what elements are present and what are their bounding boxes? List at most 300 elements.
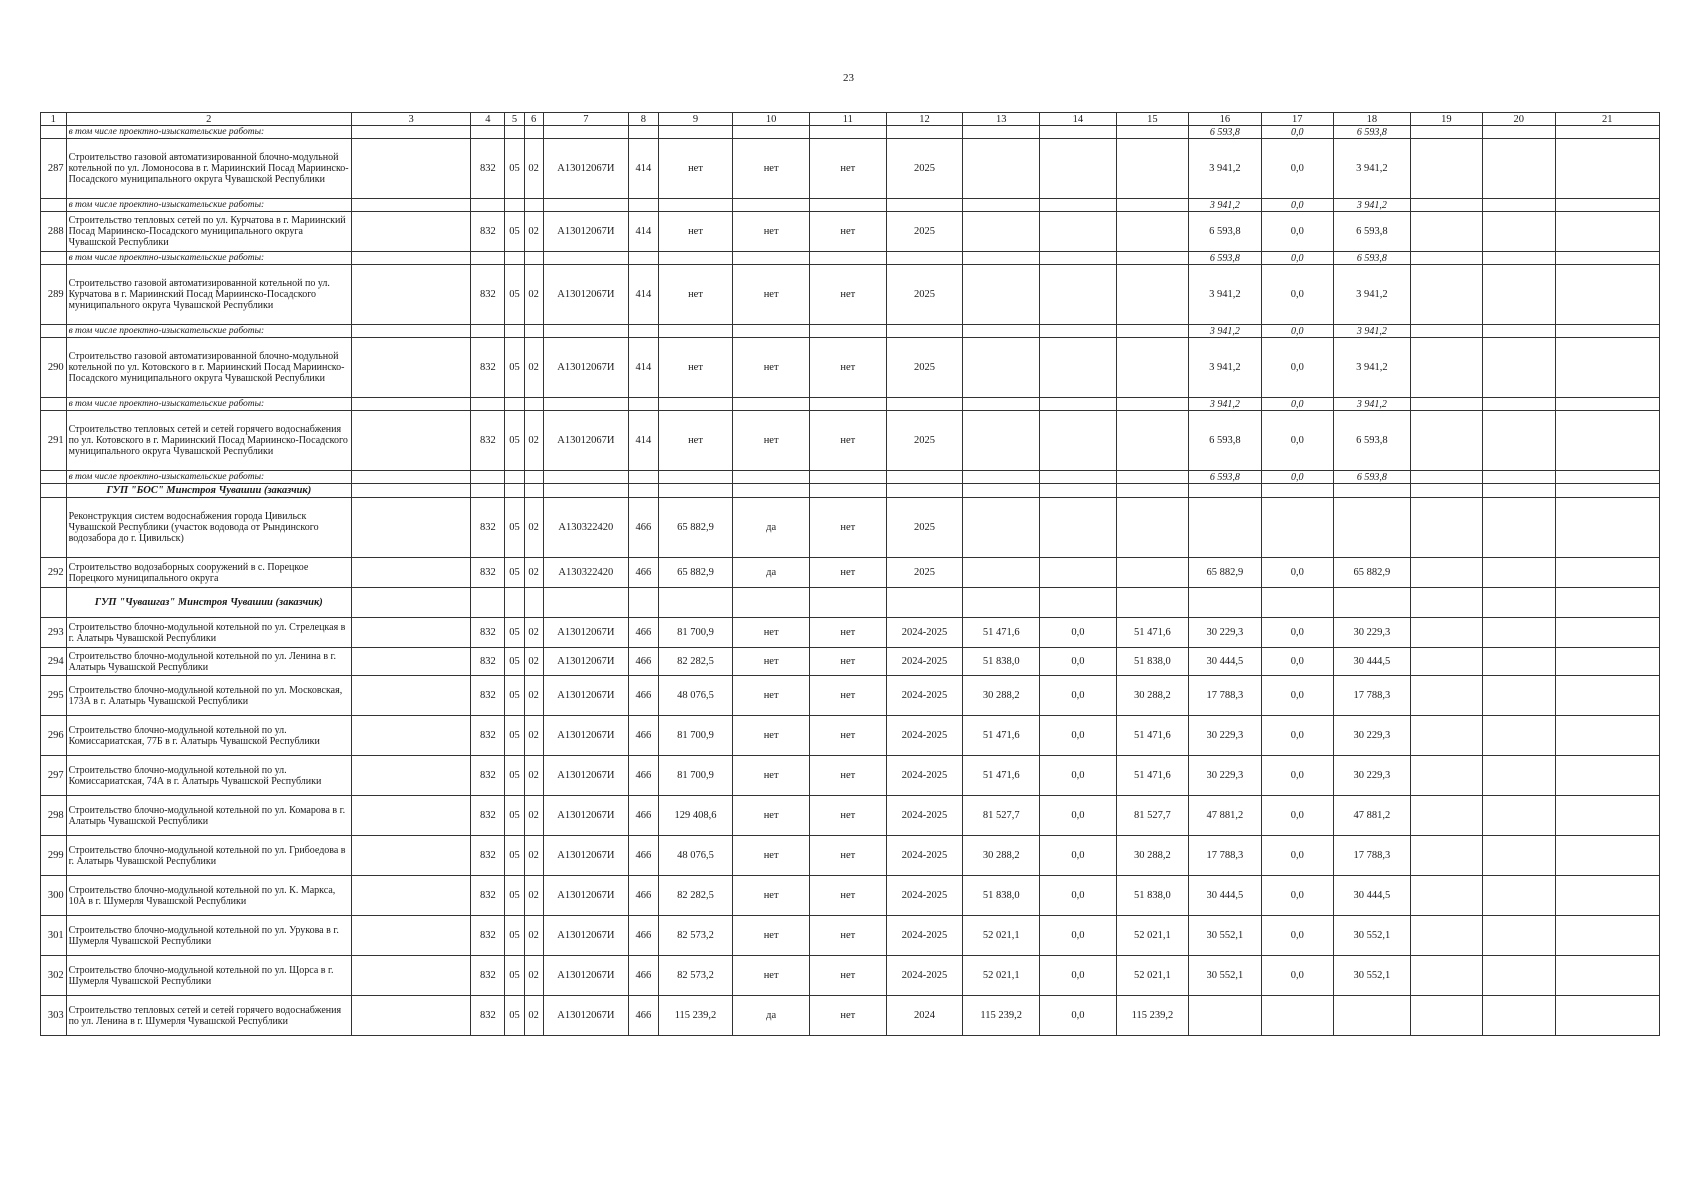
table-row (41, 756, 1660, 796)
value-cell: 05 (505, 676, 524, 716)
value-cell: 414 (628, 212, 658, 252)
value-cell: нет (658, 265, 733, 325)
value-cell: А13012067И (543, 916, 628, 956)
value-cell: нет (733, 411, 810, 471)
value-cell: 0,0 (1261, 558, 1333, 588)
value-cell: 466 (628, 618, 658, 648)
empty-cell (1333, 484, 1410, 498)
empty-cell (352, 338, 471, 398)
value-cell: 30 288,2 (1116, 676, 1188, 716)
empty-cell (1410, 199, 1482, 212)
value-cell: 02 (524, 411, 543, 471)
table-row (41, 411, 1660, 471)
empty-cell (1410, 558, 1482, 588)
value-cell: да (733, 498, 810, 558)
empty-cell (658, 398, 733, 411)
header-cell: 8 (628, 113, 658, 126)
value-cell (963, 411, 1040, 471)
empty-cell (471, 398, 505, 411)
value-cell: 0,0 (1040, 716, 1117, 756)
value-cell: 2024-2025 (886, 836, 963, 876)
value-cell: 05 (505, 996, 524, 1036)
value-cell: 30 229,3 (1189, 618, 1261, 648)
empty-cell (628, 484, 658, 498)
value-cell: 466 (628, 836, 658, 876)
value-cell: 05 (505, 716, 524, 756)
value-cell: 82 573,2 (658, 956, 733, 996)
value-cell: 115 239,2 (658, 996, 733, 1036)
value-cell: 466 (628, 996, 658, 1036)
customer-label: ГУП "БОС" Минстроя Чувашии (заказчик) (66, 484, 351, 498)
empty-cell (886, 325, 963, 338)
value-cell: А13012067И (543, 876, 628, 916)
value-cell: нет (733, 916, 810, 956)
empty-cell (1555, 716, 1659, 756)
value-cell: 466 (628, 876, 658, 916)
empty-cell (628, 252, 658, 265)
value-cell: 81 527,7 (963, 796, 1040, 836)
empty-cell (1555, 325, 1659, 338)
value-cell: 02 (524, 139, 543, 199)
value-cell: 466 (628, 676, 658, 716)
empty-cell (543, 325, 628, 338)
value-cell (1116, 338, 1188, 398)
value-cell: 51 471,6 (963, 618, 1040, 648)
object-description: Строительство тепловых сетей и сетей горячего водоснабжения по ул. Ленина в г. Шумерля Чувашской Республики (66, 996, 351, 1036)
row-number: 301 (41, 916, 67, 956)
header-cell: 9 (658, 113, 733, 126)
value-cell: 05 (505, 411, 524, 471)
empty-cell (524, 252, 543, 265)
header-cell: 12 (886, 113, 963, 126)
value-cell: 02 (524, 558, 543, 588)
empty-cell (505, 588, 524, 618)
value-cell: 6 593,8 (1333, 212, 1410, 252)
empty-cell (658, 126, 733, 139)
value-cell: 0,0 (1261, 139, 1333, 199)
empty-cell (505, 199, 524, 212)
subtotal-label: в том числе проектно-изыскательские работы: (66, 252, 351, 265)
empty-cell (1116, 252, 1188, 265)
header-row (41, 113, 1660, 126)
empty-cell (1410, 756, 1482, 796)
value-cell: 02 (524, 836, 543, 876)
empty-cell (963, 325, 1040, 338)
empty-cell (352, 126, 471, 139)
value-cell: 30 288,2 (1116, 836, 1188, 876)
value-cell: нет (809, 338, 886, 398)
empty-cell (809, 126, 886, 139)
subtotal-value: 6 593,8 (1333, 471, 1410, 484)
empty-cell (1261, 484, 1333, 498)
value-cell (963, 212, 1040, 252)
value-cell: 115 239,2 (1116, 996, 1188, 1036)
row-number-cell (41, 325, 67, 338)
empty-cell (1555, 199, 1659, 212)
empty-cell (471, 588, 505, 618)
value-cell: 0,0 (1040, 756, 1117, 796)
row-number-cell (41, 588, 67, 618)
object-description: Строительство блочно-модульной котельной по ул. Грибоедова в г. Алатырь Чувашской Республики (66, 836, 351, 876)
subtotal-value: 3 941,2 (1189, 199, 1261, 212)
empty-cell (1555, 648, 1659, 676)
empty-cell (733, 588, 810, 618)
value-cell: 3 941,2 (1189, 139, 1261, 199)
value-cell: А13012067И (543, 956, 628, 996)
value-cell: 2024-2025 (886, 716, 963, 756)
value-cell: 52 021,1 (963, 956, 1040, 996)
value-cell: А13012067И (543, 676, 628, 716)
empty-cell (1410, 676, 1482, 716)
empty-cell (1483, 411, 1555, 471)
empty-cell (1410, 498, 1482, 558)
value-cell (963, 265, 1040, 325)
empty-cell (1483, 756, 1555, 796)
empty-cell (628, 398, 658, 411)
row-number: 302 (41, 956, 67, 996)
value-cell: 05 (505, 498, 524, 558)
empty-cell (1040, 252, 1117, 265)
value-cell: 2025 (886, 411, 963, 471)
value-cell: 51 838,0 (963, 648, 1040, 676)
value-cell: 2025 (886, 498, 963, 558)
empty-cell (1483, 212, 1555, 252)
empty-cell (963, 484, 1040, 498)
value-cell: нет (733, 836, 810, 876)
value-cell: 2025 (886, 338, 963, 398)
value-cell: 0,0 (1261, 265, 1333, 325)
investment-table (40, 112, 1660, 1036)
value-cell: 832 (471, 411, 505, 471)
row-number: 303 (41, 996, 67, 1036)
value-cell (1040, 265, 1117, 325)
value-cell: 832 (471, 265, 505, 325)
value-cell (963, 498, 1040, 558)
empty-cell (886, 484, 963, 498)
value-cell: 30 229,3 (1189, 756, 1261, 796)
value-cell: да (733, 558, 810, 588)
value-cell: 02 (524, 648, 543, 676)
empty-cell (886, 588, 963, 618)
value-cell: 0,0 (1261, 796, 1333, 836)
value-cell: 0,0 (1040, 956, 1117, 996)
value-cell: 02 (524, 676, 543, 716)
empty-cell (1483, 398, 1555, 411)
value-cell: А13012067И (543, 648, 628, 676)
empty-cell (733, 398, 810, 411)
value-cell: 832 (471, 756, 505, 796)
empty-cell (1483, 836, 1555, 876)
page-number: 23 (843, 72, 854, 84)
value-cell: 466 (628, 558, 658, 588)
value-cell: А13012067И (543, 716, 628, 756)
empty-cell (352, 836, 471, 876)
table-row (41, 876, 1660, 916)
object-description: Строительство блочно-модульной котельной по ул. Комарова в г. Алатырь Чувашской Республики (66, 796, 351, 836)
value-cell: А13012067И (543, 338, 628, 398)
empty-cell (658, 484, 733, 498)
value-cell: 832 (471, 796, 505, 836)
object-description: Строительство блочно-модульной котельной по ул. Стрелецкая в г. Алатырь Чувашской Республики (66, 618, 351, 648)
empty-cell (1555, 498, 1659, 558)
table-body (41, 113, 1660, 1036)
empty-cell (1555, 338, 1659, 398)
empty-cell (352, 756, 471, 796)
value-cell: нет (733, 796, 810, 836)
subtotal-label: в том числе проектно-изыскательские работы: (66, 325, 351, 338)
value-cell: 30 552,1 (1333, 956, 1410, 996)
value-cell (1040, 558, 1117, 588)
empty-cell (543, 588, 628, 618)
value-cell (1116, 139, 1188, 199)
row-number: 287 (41, 139, 67, 199)
empty-cell (352, 325, 471, 338)
empty-cell (471, 199, 505, 212)
row-number: 292 (41, 558, 67, 588)
value-cell: 51 838,0 (963, 876, 1040, 916)
empty-cell (1261, 588, 1333, 618)
value-cell: А13012067И (543, 618, 628, 648)
value-cell: 48 076,5 (658, 676, 733, 716)
empty-cell (733, 126, 810, 139)
empty-cell (1555, 588, 1659, 618)
value-cell: нет (658, 139, 733, 199)
value-cell: нет (733, 265, 810, 325)
subtotal-value: 3 941,2 (1189, 398, 1261, 411)
table-row (41, 139, 1660, 199)
empty-cell (1116, 126, 1188, 139)
subtotal-label: в том числе проектно-изыскательские работы: (66, 398, 351, 411)
empty-cell (352, 588, 471, 618)
empty-cell (1189, 588, 1261, 618)
empty-cell (1483, 588, 1555, 618)
empty-cell (1333, 588, 1410, 618)
empty-cell (963, 126, 1040, 139)
value-cell: 466 (628, 796, 658, 836)
row-number: 298 (41, 796, 67, 836)
value-cell: нет (809, 648, 886, 676)
empty-cell (543, 471, 628, 484)
value-cell: 05 (505, 876, 524, 916)
object-description: Строительство блочно-модульной котельной по ул. Комиссариатская, 77Б в г. Алатырь Чувашской Республики (66, 716, 351, 756)
value-cell (1040, 338, 1117, 398)
empty-cell (471, 252, 505, 265)
value-cell: 65 882,9 (1333, 558, 1410, 588)
object-description: Строительство тепловых сетей и сетей горячего водоснабжения по ул. Котовского в г. Мариинский Посад Мариинско-Посадского муниципального округа Чувашской Республики (66, 411, 351, 471)
empty-cell (1410, 139, 1482, 199)
value-cell: 3 941,2 (1333, 338, 1410, 398)
value-cell: А13012067И (543, 139, 628, 199)
value-cell: 02 (524, 916, 543, 956)
subtotal-row (41, 325, 1660, 338)
empty-cell (963, 252, 1040, 265)
header-cell: 14 (1040, 113, 1117, 126)
empty-cell (809, 471, 886, 484)
value-cell: 832 (471, 558, 505, 588)
subtotal-row (41, 126, 1660, 139)
value-cell: 466 (628, 498, 658, 558)
empty-cell (543, 484, 628, 498)
empty-cell (505, 471, 524, 484)
empty-cell (505, 484, 524, 498)
empty-cell (352, 212, 471, 252)
value-cell: 466 (628, 716, 658, 756)
value-cell: 05 (505, 265, 524, 325)
header-cell: 7 (543, 113, 628, 126)
empty-cell (1483, 338, 1555, 398)
empty-cell (1483, 498, 1555, 558)
value-cell: 30 552,1 (1333, 916, 1410, 956)
empty-cell (1410, 618, 1482, 648)
value-cell: 0,0 (1040, 996, 1117, 1036)
value-cell: 414 (628, 139, 658, 199)
value-cell (1040, 498, 1117, 558)
header-cell: 5 (505, 113, 524, 126)
empty-cell (1410, 471, 1482, 484)
empty-cell (543, 199, 628, 212)
empty-cell (886, 471, 963, 484)
value-cell: 2024-2025 (886, 648, 963, 676)
object-description: Строительство блочно-модульной котельной по ул. Урукова в г. Шумерля Чувашской Республики (66, 916, 351, 956)
empty-cell (505, 126, 524, 139)
row-number: 294 (41, 648, 67, 676)
empty-cell (1483, 265, 1555, 325)
row-number: 295 (41, 676, 67, 716)
empty-cell (886, 199, 963, 212)
empty-cell (1483, 996, 1555, 1036)
value-cell: 0,0 (1261, 876, 1333, 916)
empty-cell (886, 126, 963, 139)
empty-cell (1483, 325, 1555, 338)
empty-cell (1555, 618, 1659, 648)
empty-cell (524, 325, 543, 338)
empty-cell (1483, 618, 1555, 648)
value-cell: 0,0 (1261, 836, 1333, 876)
value-cell: 2024-2025 (886, 618, 963, 648)
empty-cell (1483, 199, 1555, 212)
value-cell: 17 788,3 (1189, 836, 1261, 876)
empty-cell (352, 996, 471, 1036)
header-cell: 18 (1333, 113, 1410, 126)
value-cell: 0,0 (1261, 716, 1333, 756)
value-cell (1333, 498, 1410, 558)
value-cell: 82 573,2 (658, 916, 733, 956)
empty-cell (1410, 716, 1482, 756)
empty-cell (628, 471, 658, 484)
empty-cell (733, 325, 810, 338)
empty-cell (809, 199, 886, 212)
value-cell: А130322420 (543, 558, 628, 588)
value-cell: нет (809, 558, 886, 588)
value-cell: 832 (471, 996, 505, 1036)
value-cell: 2024 (886, 996, 963, 1036)
header-cell: 16 (1189, 113, 1261, 126)
empty-cell (352, 796, 471, 836)
empty-cell (352, 411, 471, 471)
row-number-cell (41, 398, 67, 411)
value-cell (963, 139, 1040, 199)
empty-cell (352, 916, 471, 956)
value-cell: 65 882,9 (1189, 558, 1261, 588)
value-cell: нет (658, 411, 733, 471)
value-cell (1040, 139, 1117, 199)
value-cell: 65 882,9 (658, 558, 733, 588)
value-cell: 52 021,1 (1116, 956, 1188, 996)
empty-cell (1410, 648, 1482, 676)
empty-cell (1040, 471, 1117, 484)
value-cell: нет (809, 756, 886, 796)
value-cell: 02 (524, 756, 543, 796)
empty-cell (733, 199, 810, 212)
object-description: Строительство блочно-модульной котельной по ул. Щорса в г. Шумерля Чувашской Республики (66, 956, 351, 996)
empty-cell (524, 484, 543, 498)
customer-row (41, 588, 1660, 618)
table-row (41, 836, 1660, 876)
empty-cell (733, 471, 810, 484)
row-number: 296 (41, 716, 67, 756)
empty-cell (658, 471, 733, 484)
value-cell: А13012067И (543, 796, 628, 836)
value-cell (1116, 558, 1188, 588)
row-number: 291 (41, 411, 67, 471)
value-cell: 81 700,9 (658, 756, 733, 796)
value-cell: нет (733, 716, 810, 756)
value-cell: нет (809, 618, 886, 648)
value-cell: 30 229,3 (1333, 756, 1410, 796)
value-cell: 832 (471, 916, 505, 956)
value-cell: 2024-2025 (886, 756, 963, 796)
value-cell: нет (733, 618, 810, 648)
value-cell: нет (809, 956, 886, 996)
empty-cell (1483, 139, 1555, 199)
value-cell: 51 471,6 (963, 716, 1040, 756)
row-number: 293 (41, 618, 67, 648)
empty-cell (1555, 836, 1659, 876)
empty-cell (524, 588, 543, 618)
empty-cell (524, 398, 543, 411)
value-cell: 51 471,6 (1116, 618, 1188, 648)
value-cell: 0,0 (1040, 836, 1117, 876)
value-cell: 129 408,6 (658, 796, 733, 836)
value-cell: 30 444,5 (1189, 876, 1261, 916)
value-cell: нет (809, 836, 886, 876)
empty-cell (1483, 648, 1555, 676)
empty-cell (1040, 325, 1117, 338)
empty-cell (1410, 265, 1482, 325)
empty-cell (1410, 325, 1482, 338)
value-cell: 0,0 (1261, 212, 1333, 252)
empty-cell (1555, 676, 1659, 716)
value-cell: нет (809, 716, 886, 756)
header-cell: 10 (733, 113, 810, 126)
value-cell: 3 941,2 (1189, 265, 1261, 325)
header-cell: 19 (1410, 113, 1482, 126)
value-cell (1040, 411, 1117, 471)
value-cell: 0,0 (1040, 916, 1117, 956)
value-cell: нет (658, 338, 733, 398)
value-cell: 0,0 (1040, 676, 1117, 716)
empty-cell (809, 325, 886, 338)
table-row (41, 996, 1660, 1036)
value-cell: 30 229,3 (1189, 716, 1261, 756)
value-cell: 6 593,8 (1189, 212, 1261, 252)
empty-cell (1555, 916, 1659, 956)
empty-cell (1116, 471, 1188, 484)
value-cell: нет (809, 996, 886, 1036)
value-cell: 466 (628, 648, 658, 676)
value-cell: 2025 (886, 265, 963, 325)
value-cell: нет (733, 212, 810, 252)
